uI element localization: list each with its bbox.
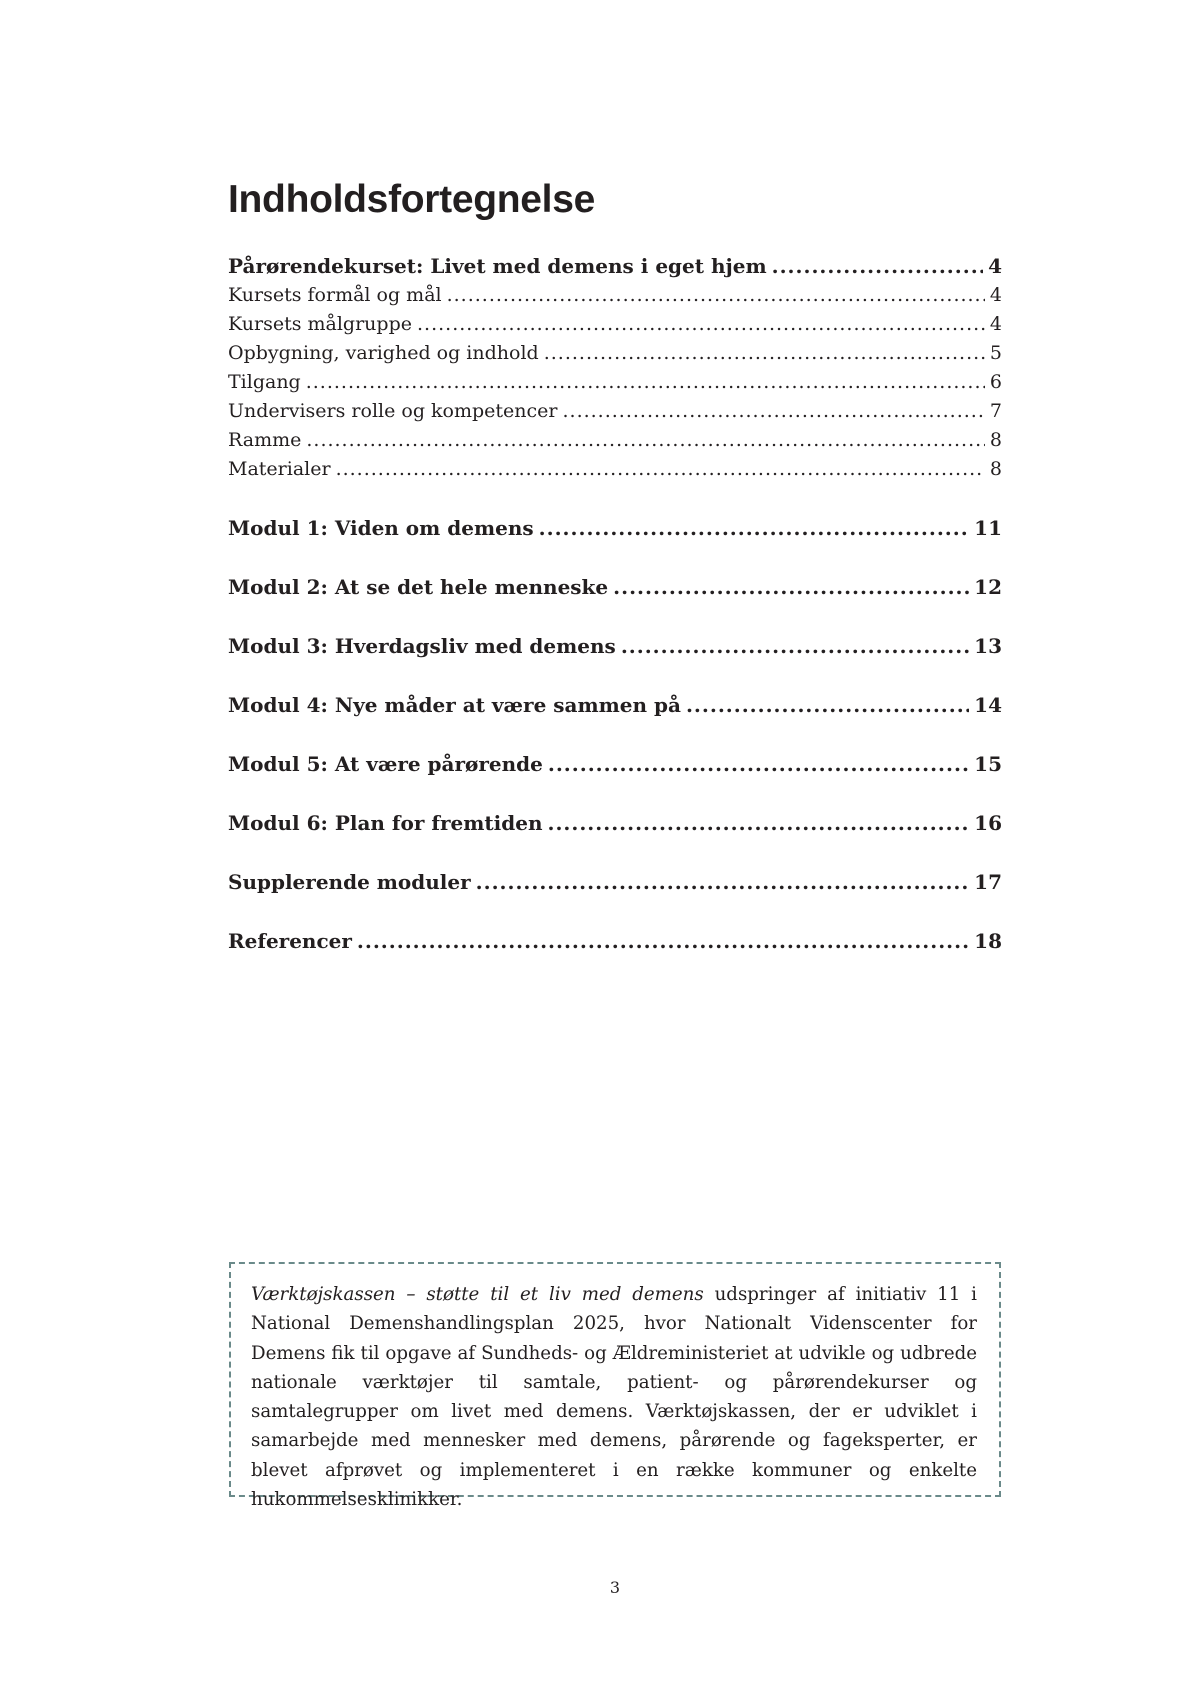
toc-entry-page: 17 <box>974 870 1002 894</box>
toc-entry[interactable] <box>228 339 1002 368</box>
toc-leader-dots <box>539 514 969 543</box>
info-box-italic-lead: Værktøjskassen – støtte til et liv med demens <box>251 1284 704 1305</box>
toc-leader-dots <box>548 750 969 779</box>
toc-entry-page: 5 <box>989 342 1002 364</box>
info-box-text: udspringer af initiativ 11 i National Demenshandlingsplan 2025, hvor Nationalt Videnscenter for Demens fik til opgave af Sundheds- og Ældreministeriet at udvikle og udbrede nationale værktøjer til samtale, patient- og pårørendekurser og samtalegrupper om livet med demens. Værktøjskassen, der er udviklet i samarbejde med mennesker med demens, pårørende og fageksperter, er blevet afprøvet og implementeret i en række kommuner og enkelte hukommelsesklinikker. <box>251 1284 977 1511</box>
toc-leader-dots <box>447 281 985 310</box>
toc-entry-page: 12 <box>974 575 1002 599</box>
toc-entry-page: 14 <box>974 693 1002 717</box>
toc-entry-page: 7 <box>989 400 1002 422</box>
toc-entry-label: Kursets målgruppe <box>228 313 412 335</box>
toc-entry-page: 6 <box>989 371 1002 393</box>
page-title: Indholdsfortegnelse <box>228 178 595 221</box>
toc-entry[interactable] <box>228 927 1002 986</box>
toc-entry-page: 4 <box>989 313 1002 335</box>
toc-entry-label: Ramme <box>228 429 302 451</box>
toc-leader-dots <box>544 339 985 368</box>
toc-entry-page: 8 <box>989 429 1002 451</box>
toc-entry[interactable] <box>228 281 1002 310</box>
toc-entry[interactable] <box>228 573 1002 632</box>
toc-leader-dots <box>686 691 969 720</box>
toc-leader-dots <box>306 368 985 397</box>
toc-entry-label: Modul 4: Nye måder at være sammen på <box>228 693 681 717</box>
toc-leader-dots <box>547 809 969 838</box>
toc-entry[interactable] <box>228 750 1002 809</box>
table-of-contents <box>228 252 1002 986</box>
toc-entry-page: 18 <box>974 929 1002 953</box>
toc-entry-label: Modul 1: Viden om demens <box>228 516 534 540</box>
toc-entry-label: Modul 6: Plan for fremtiden <box>228 811 543 835</box>
toc-entry-label: Supplerende moduler <box>228 870 471 894</box>
toc-entry[interactable] <box>228 368 1002 397</box>
toc-leader-dots <box>772 252 983 281</box>
toc-entry[interactable] <box>228 809 1002 868</box>
toc-entry-page: 4 <box>989 284 1002 306</box>
toc-entry-page: 13 <box>974 634 1002 658</box>
toc-entry-label: Opbygning, varighed og indhold <box>228 342 539 364</box>
toc-entry-label: Modul 2: At se det hele menneske <box>228 575 609 599</box>
toc-entry-label: Materialer <box>228 458 331 480</box>
toc-entry[interactable] <box>228 514 1002 573</box>
toc-entry[interactable] <box>228 252 1002 281</box>
toc-entry-page: 8 <box>989 458 1002 480</box>
toc-leader-dots <box>336 455 985 484</box>
toc-entry[interactable] <box>228 455 1002 484</box>
toc-entry-label: Modul 5: At være pårørende <box>228 752 543 776</box>
toc-entry-label: Pårørendekurset: Livet med demens i eget hjem <box>228 254 767 278</box>
toc-entry[interactable] <box>228 691 1002 750</box>
toc-entry-label: Tilgang <box>228 371 301 393</box>
toc-entry-page: 16 <box>974 811 1002 835</box>
toc-leader-dots <box>306 426 985 455</box>
info-box <box>229 1262 1001 1511</box>
toc-leader-dots <box>562 397 984 426</box>
toc-entry-label: Undervisers rolle og kompetencer <box>228 400 558 422</box>
toc-leader-dots <box>357 927 969 956</box>
toc-leader-dots <box>476 868 970 897</box>
toc-entry-label: Referencer <box>228 929 352 953</box>
toc-entry-page: 4 <box>988 254 1002 278</box>
toc-leader-dots <box>621 632 969 661</box>
toc-leader-dots <box>417 310 985 339</box>
toc-entry[interactable] <box>228 868 1002 927</box>
toc-entry[interactable] <box>228 310 1002 339</box>
toc-entry-page: 11 <box>974 516 1002 540</box>
toc-entry-label: Modul 3: Hverdagsliv med demens <box>228 634 616 658</box>
toc-leader-dots <box>613 573 969 602</box>
toc-entry[interactable] <box>228 397 1002 426</box>
toc-entry[interactable] <box>228 426 1002 455</box>
toc-entry[interactable] <box>228 632 1002 691</box>
toc-entry-label: Kursets formål og mål <box>228 284 442 306</box>
toc-entry-page: 15 <box>974 752 1002 776</box>
page-number: 3 <box>609 1578 621 1597</box>
